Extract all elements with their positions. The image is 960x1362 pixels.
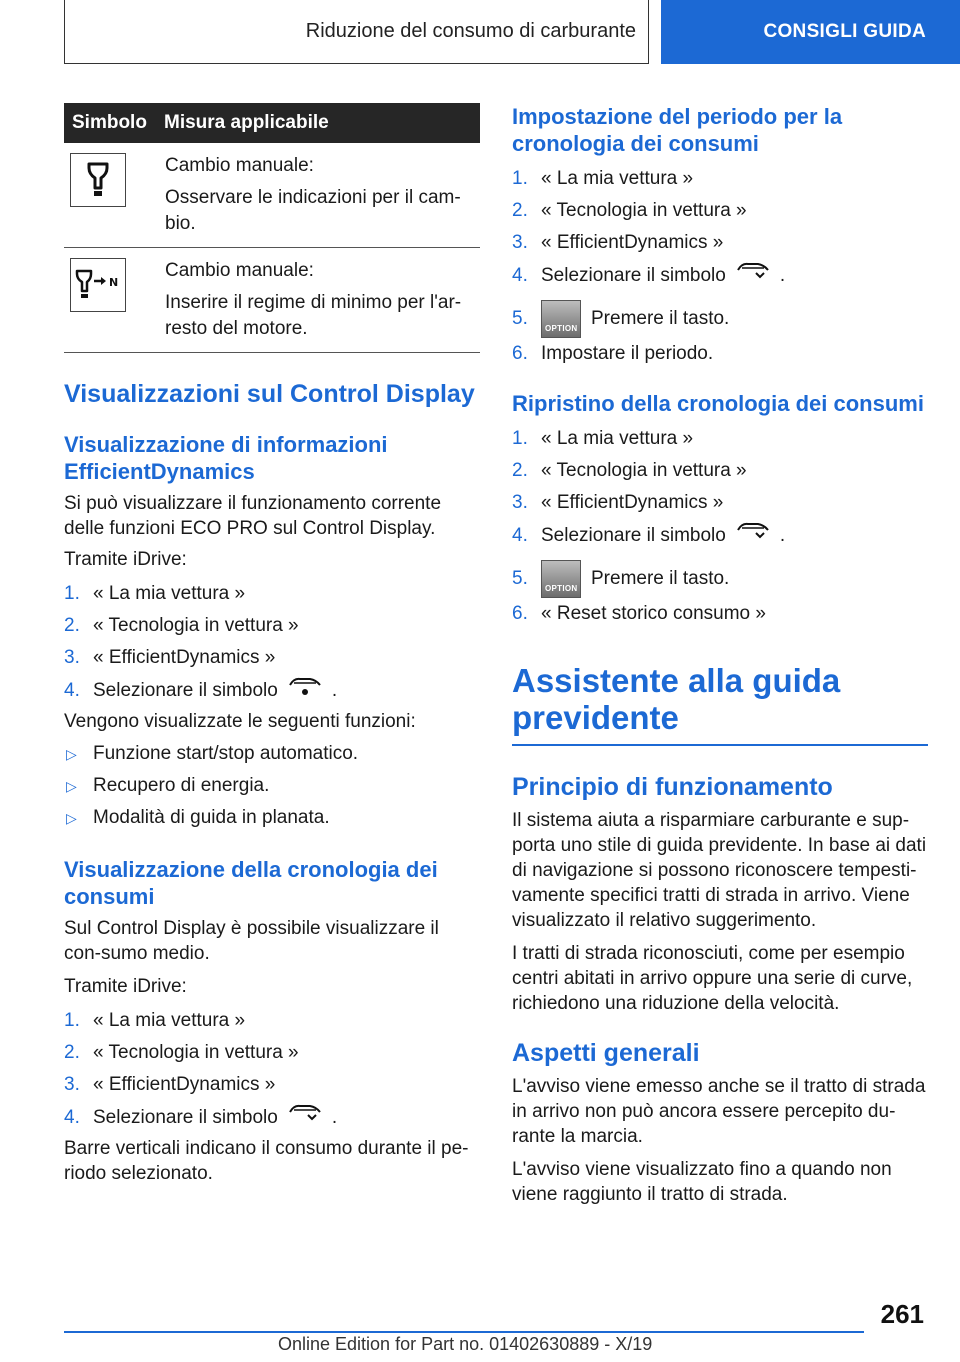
footer-rule bbox=[64, 1331, 864, 1333]
consumption-history-car-icon bbox=[736, 259, 770, 292]
page-number: 261 bbox=[880, 1299, 924, 1329]
chapter-tab-label: CONSIGLI GUIDA bbox=[763, 21, 926, 42]
list-item: 4. Selezionare il simbolo . bbox=[512, 519, 928, 552]
list-item: ▷ Recupero di energia. bbox=[66, 775, 270, 796]
list-item: 1. « La mia vettura » bbox=[512, 428, 694, 449]
gear-neutral-indicator-icon bbox=[70, 258, 126, 312]
table-cell-text: Cambio manuale: bbox=[165, 260, 314, 281]
paragraph: L'avviso viene visualizzato fino a quando non viene raggiunto il tratto di strada. bbox=[512, 1159, 892, 1205]
section-heading: Visualizzazioni sul Control Display bbox=[64, 380, 475, 408]
list-item: 6. « Reset storico consumo » bbox=[512, 603, 766, 624]
footer-edition: Online Edition for Part no. 01402630889 - X/19 bbox=[278, 1334, 653, 1354]
consumption-history-car-icon bbox=[736, 519, 770, 552]
paragraph: Barre verticali indicano il consumo durante il pe-riodo selezionato. bbox=[64, 1138, 469, 1184]
step-list bbox=[512, 163, 928, 370]
list-item: 1. « La mia vettura » bbox=[64, 1010, 246, 1031]
table-row bbox=[64, 143, 480, 248]
list-item: 6. Impostare il periodo. bbox=[512, 343, 714, 364]
list-item: 2. « Tecnologia in vettura » bbox=[64, 1042, 299, 1063]
step-list bbox=[512, 423, 928, 630]
paragraph: Vengono visualizzate le seguenti funzioni: bbox=[64, 711, 416, 732]
symbol-table bbox=[64, 103, 480, 353]
list-item: 2. « Tecnologia in vettura » bbox=[512, 460, 747, 481]
subsection-heading: Visualizzazione della cronologia dei consumi bbox=[64, 857, 438, 909]
option-button-icon: OPTION bbox=[541, 300, 581, 338]
list-item: 4. Selezionare il simbolo . bbox=[64, 674, 480, 707]
section-heading: Aspetti generali bbox=[512, 1039, 700, 1067]
gear-shift-indicator-icon bbox=[70, 153, 126, 207]
paragraph: I tratti di strada riconosciuti, come per esempio centri abitati in arrivo oppure una serie di curve, richiedono una riduzione della velocità. bbox=[512, 943, 913, 1014]
svg-text:N: N bbox=[109, 276, 119, 289]
list-item: ▷ Funzione start/stop automatico. bbox=[66, 743, 359, 764]
subsection-heading: Impostazione del periodo per la cronologia dei consumi bbox=[512, 104, 843, 156]
subsection-heading: Ripristino della cronologia dei consumi bbox=[512, 391, 924, 416]
left-column bbox=[64, 103, 480, 1186]
paragraph: Tramite iDrive: bbox=[64, 549, 187, 570]
table-cell-text: Inserire il regime di minimo per l'ar-resto del motore. bbox=[165, 292, 462, 339]
list-item: 5. OPTION Premere il tasto. bbox=[512, 300, 928, 338]
table-cell-text: Cambio manuale: bbox=[165, 155, 314, 176]
list-item: 3. « EfficientDynamics » bbox=[64, 647, 276, 668]
list-item: 1. « La mia vettura » bbox=[512, 168, 694, 189]
paragraph: Si può visualizzare il funzionamento corrente delle funzioni ECO PRO sul Control Display. bbox=[64, 493, 442, 539]
list-item: 2. « Tecnologia in vettura » bbox=[512, 200, 747, 221]
paragraph: L'avviso viene emesso anche se il tratto di strada in arrivo non può ancora essere percepito du-rante la marcia. bbox=[512, 1076, 926, 1147]
list-item: 3. « EfficientDynamics » bbox=[512, 492, 724, 513]
consumption-history-car-icon bbox=[288, 1101, 322, 1134]
page-header bbox=[64, 0, 960, 66]
option-button-icon: OPTION bbox=[541, 560, 581, 598]
list-item: 2. « Tecnologia in vettura » bbox=[64, 615, 299, 636]
list-item: 4. Selezionare il simbolo . bbox=[512, 259, 928, 292]
table-header-measure: Misura applicabile bbox=[156, 103, 480, 143]
right-column bbox=[512, 103, 928, 1207]
table-row bbox=[64, 248, 480, 353]
bullet-list bbox=[64, 738, 480, 834]
paragraph: Tramite iDrive: bbox=[64, 976, 187, 997]
step-list bbox=[64, 1005, 480, 1134]
list-item: 3. « EfficientDynamics » bbox=[512, 232, 724, 253]
heading-rule bbox=[512, 744, 928, 746]
efficient-dynamics-car-icon bbox=[288, 674, 322, 707]
list-item: 3. « EfficientDynamics » bbox=[64, 1074, 276, 1095]
section-title-box bbox=[64, 0, 649, 64]
symbol-table-header bbox=[64, 103, 480, 143]
list-item: ▷ Modalità di guida in planata. bbox=[66, 807, 330, 828]
chapter-tab[interactable] bbox=[661, 0, 960, 64]
paragraph: Sul Control Display è possibile visualizzare il con-sumo medio. bbox=[64, 918, 439, 964]
list-item: 4. Selezionare il simbolo . bbox=[64, 1101, 480, 1134]
subsection-heading: Visualizzazione di informazioni EfficientDynamics bbox=[64, 432, 388, 484]
list-item: 5. OPTION Premere il tasto. bbox=[512, 560, 928, 598]
chapter-heading: Assistente alla guida previdente bbox=[512, 662, 841, 736]
paragraph: Il sistema aiuta a risparmiare carburante e sup-porta uno stile di guida previdente. In base ai dati di navigazione si possono riconoscere tempesti-vamente specifici tratti di strada in arrivo. Viene visualizzato il relativo suggerimento. bbox=[512, 810, 927, 931]
section-title: Riduzione del consumo di carburante bbox=[305, 20, 636, 42]
section-heading: Principio di funzionamento bbox=[512, 773, 833, 801]
step-list bbox=[64, 578, 480, 707]
list-item: 1. « La mia vettura » bbox=[64, 583, 246, 604]
table-cell-text: Osservare le indicazioni per il cam-bio. bbox=[165, 187, 461, 234]
table-header-symbol: Simbolo bbox=[64, 103, 156, 143]
